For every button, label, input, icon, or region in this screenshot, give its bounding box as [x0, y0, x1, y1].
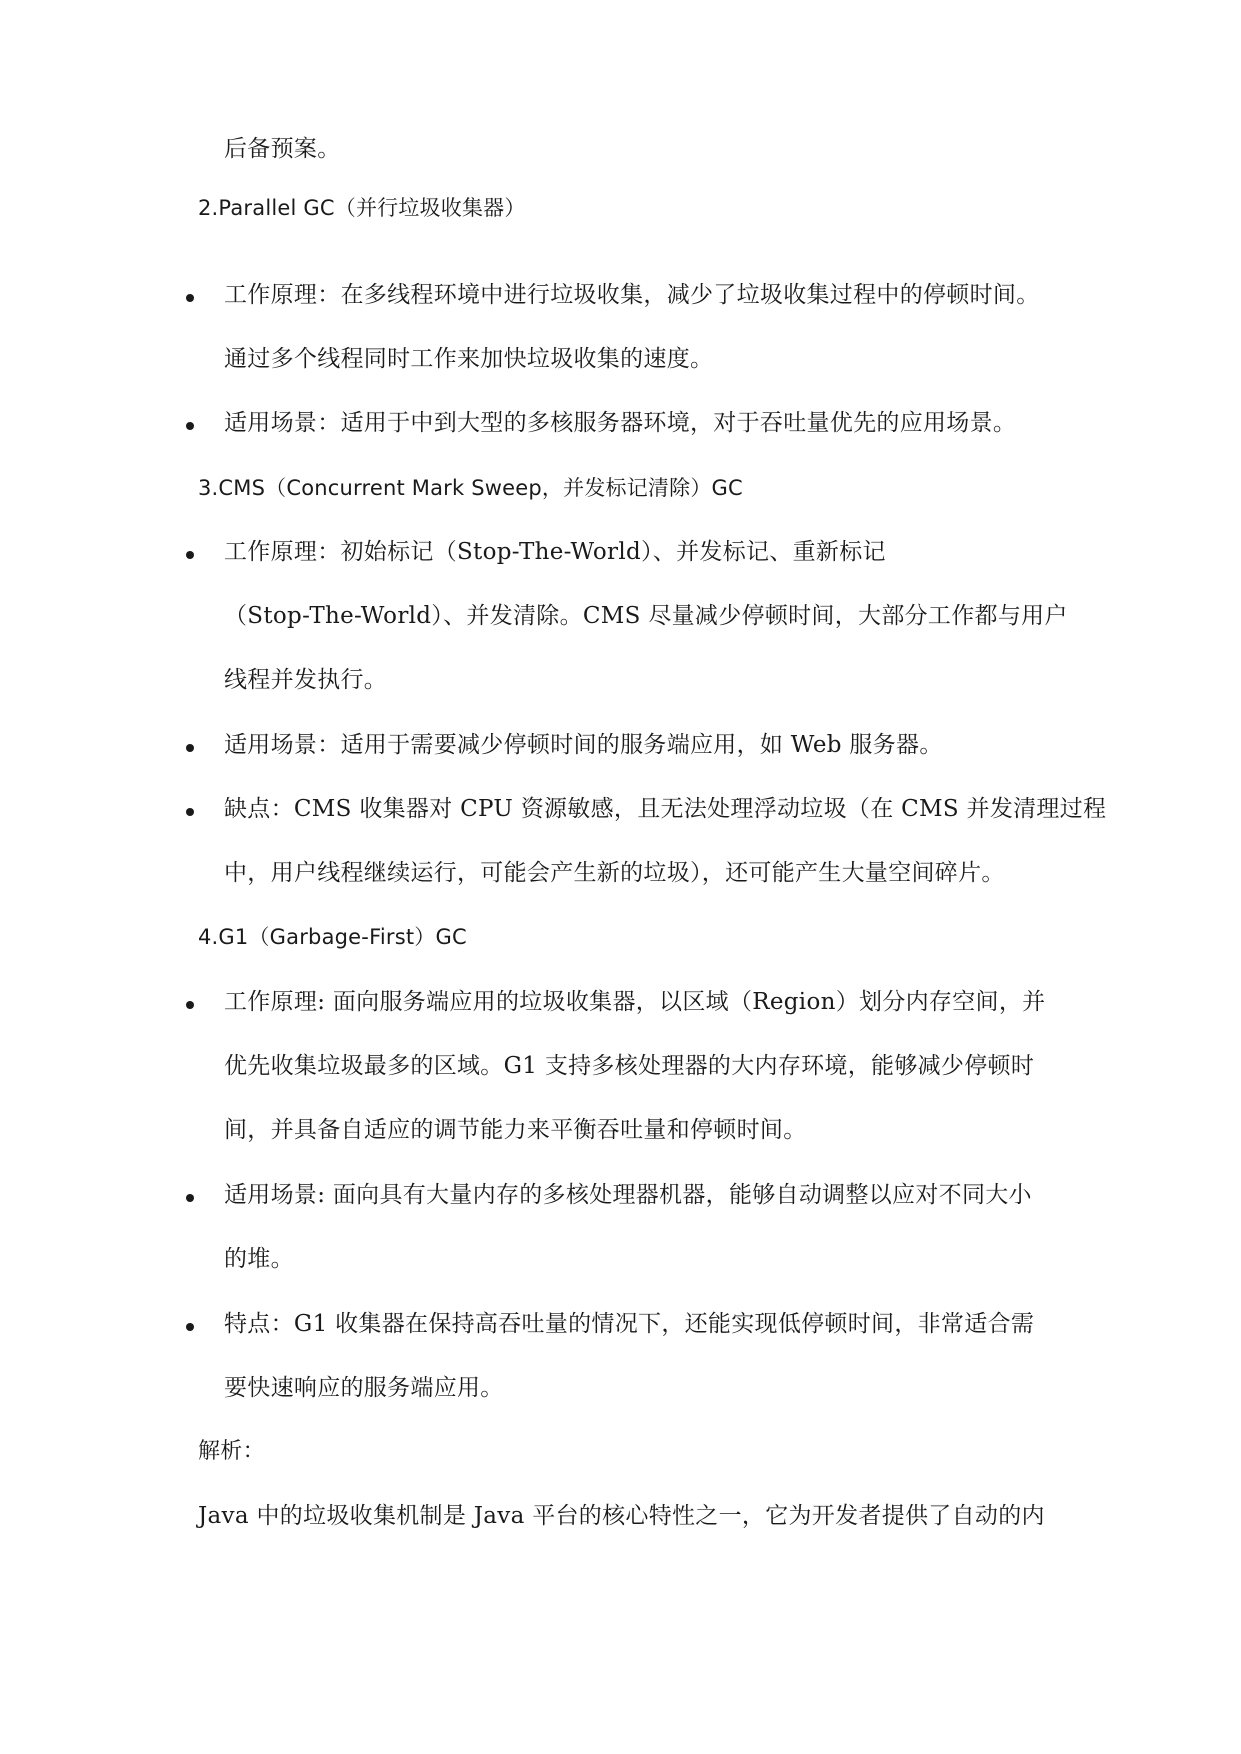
cms-principle-line-2: （Stop-The-World）、并发清除。CMS 尽量减少停顿时间，大部分工作都与用户 [224, 603, 1068, 629]
parallel-principle-line-2: 通过多个线程同时工作来加快垃圾收集的速度。 [224, 346, 714, 372]
bullet-icon [186, 1194, 194, 1202]
section-heading-cms-gc: 3.CMS（Concurrent Mark Sweep，并发标记清除）GC [198, 476, 743, 500]
bullet-icon [186, 294, 194, 302]
section-heading-g1-gc: 4.G1（Garbage-First）GC [198, 925, 467, 949]
bullet-icon [186, 551, 194, 559]
cms-principle-line-1: 工作原理：初始标记（Stop-The-World）、并发标记、重新标记 [224, 539, 886, 565]
bullet-icon [186, 744, 194, 752]
g1-scenario-line-2: 的堆。 [224, 1246, 294, 1272]
section-heading-parallel-gc: 2.Parallel GC（并行垃圾收集器） [198, 196, 526, 220]
cms-drawback-line-1: 缺点：CMS 收集器对 CPU 资源敏感，且无法处理浮动垃圾（在 CMS 并发清理过程 [224, 796, 1107, 822]
g1-principle-line-1: 工作原理: 面向服务端应用的垃圾收集器，以区域（Region）划分内存空间，并 [224, 989, 1046, 1015]
g1-feature-line-1: 特点：G1 收集器在保持高吞吐量的情况下，还能实现低停顿时间，非常适合需 [224, 1311, 1035, 1337]
g1-principle-line-2: 优先收集垃圾最多的区域。G1 支持多核处理器的大内存环境，能够减少停顿时 [224, 1053, 1035, 1079]
parallel-scenario-line-1: 适用场景：适用于中到大型的多核服务器环境，对于吞吐量优先的应用场景。 [224, 410, 1017, 436]
analysis-paragraph-line-1: Java 中的垃圾收集机制是 Java 平台的核心特性之一，它为开发者提供了自动的内 [198, 1503, 1045, 1529]
bullet-icon [186, 1001, 194, 1009]
g1-principle-line-3: 间，并具备自适应的调节能力来平衡吞吐量和停顿时间。 [224, 1117, 807, 1143]
bullet-icon [186, 808, 194, 816]
cms-drawback-line-2: 中，用户线程继续运行，可能会产生新的垃圾），还可能产生大量空间碎片。 [224, 860, 1005, 886]
cms-principle-line-3: 线程并发执行。 [224, 667, 388, 693]
g1-scenario-line-1: 适用场景: 面向具有大量内存的多核处理器机器，能够自动调整以应对不同大小 [224, 1182, 1032, 1208]
continuation-text: 后备预案。 [224, 136, 341, 162]
bullet-icon [186, 422, 194, 430]
bullet-icon [186, 1323, 194, 1331]
analysis-label: 解析： [198, 1439, 265, 1464]
parallel-principle-line-1: 工作原理：在多线程环境中进行垃圾收集，减少了垃圾收集过程中的停顿时间。 [224, 282, 1040, 308]
g1-feature-line-2: 要快速响应的服务端应用。 [224, 1375, 504, 1401]
cms-scenario-line-1: 适用场景：适用于需要减少停顿时间的服务端应用，如 Web 服务器。 [224, 732, 943, 758]
